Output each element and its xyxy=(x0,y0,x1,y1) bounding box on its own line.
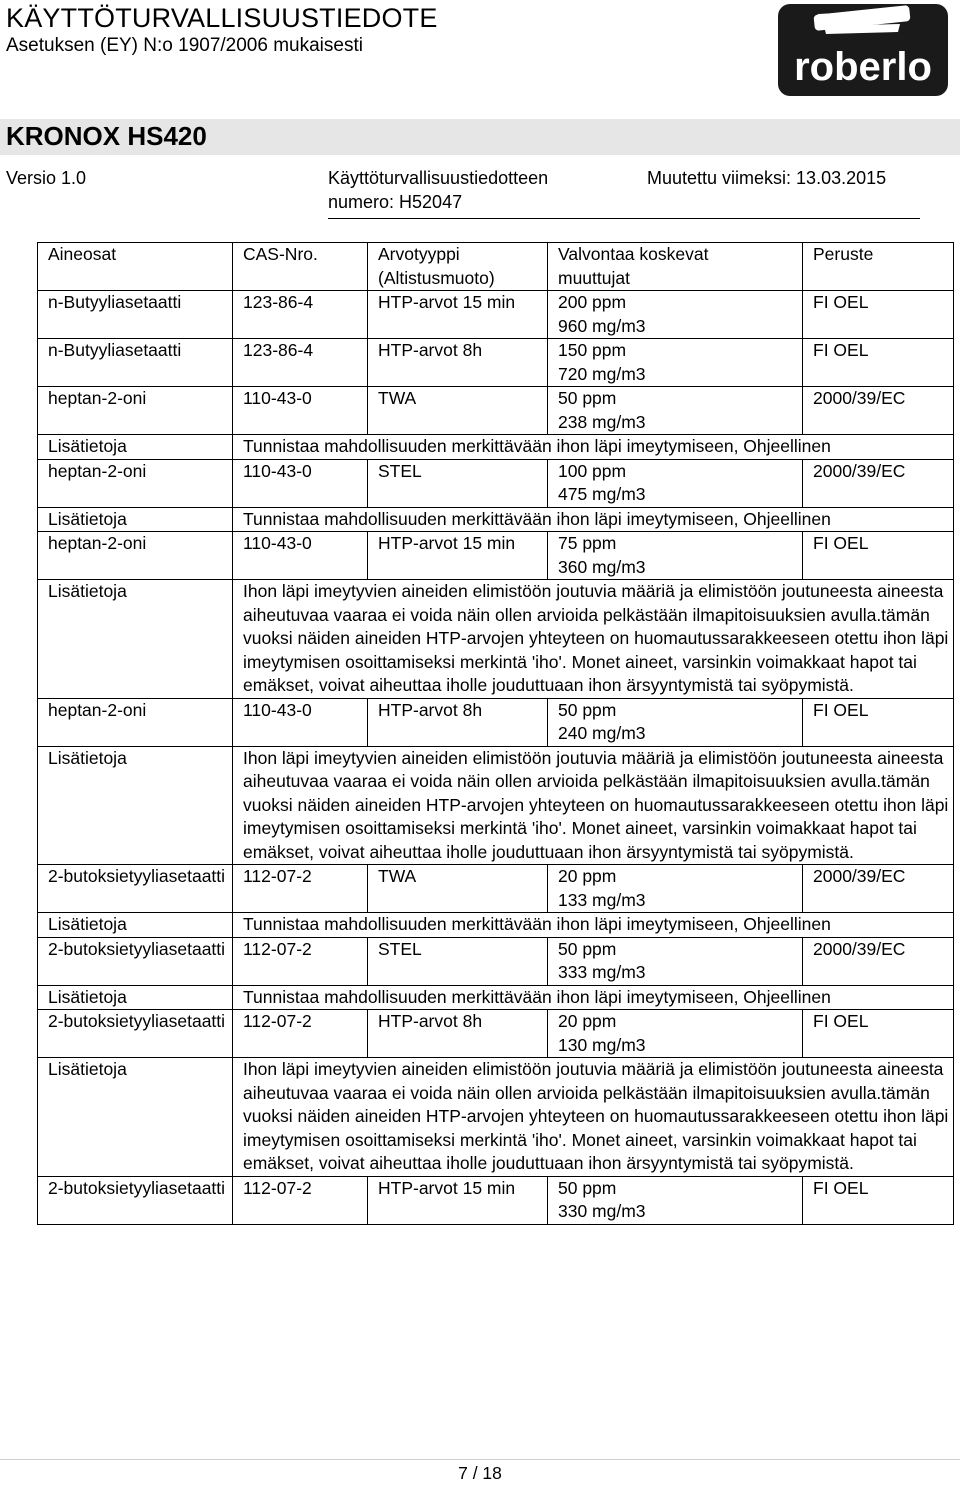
cell-basis: FI OEL xyxy=(803,291,954,339)
cell-cas: 112-07-2 xyxy=(233,1176,368,1224)
cell-basis: 2000/39/EC xyxy=(803,387,954,435)
value-ppm: 20 ppm xyxy=(558,866,617,886)
table-row xyxy=(38,459,954,507)
cell-type: HTP-arvot 15 min xyxy=(368,291,548,339)
cell-cas: 110-43-0 xyxy=(233,698,368,746)
cell-cas: 110-43-0 xyxy=(233,387,368,435)
table-header-row xyxy=(38,243,954,291)
value-ppm: 100 ppm xyxy=(558,460,627,481)
cell-params xyxy=(548,698,803,746)
doc-number-block xyxy=(328,166,548,214)
cell-params xyxy=(548,865,803,913)
cell-substance: heptan-2-oni xyxy=(38,698,233,746)
cell-cas: 112-07-2 xyxy=(233,937,368,985)
note-row xyxy=(38,746,954,865)
value-mg: 360 mg/m3 xyxy=(558,556,646,577)
cell-substance: 2-butoksietyyliasetaatti xyxy=(38,937,233,985)
note-label: Lisätietoja xyxy=(38,1058,233,1177)
note-text: Ihon läpi imeytyvien aineiden elimistöön joutuvia määriä ja elimistöön joutuneesta aineesta aiheutuvaa vaaraa ei voida näin ollen arvioida pelkästään ilmapitoisuuksien avulla.tämän vuoksi näiden aineiden HTP-arvojen yhteyteen on huomautussarakkeeseen otettu ihon läpi imeytymisen osoittamiseksi merkintä 'iho'. Monet aineet, varsinkin voimakkaat hapot tai emäkset, voivat aiheuttaa iholle jouduttuaan ihon ärsyyntymistä tai syöpymistä. xyxy=(233,580,954,699)
cell-cas: 123-86-4 xyxy=(233,339,368,387)
table-row xyxy=(38,291,954,339)
table-row xyxy=(38,387,954,435)
value-ppm: 50 ppm xyxy=(558,938,617,959)
cell-substance: 2-butoksietyyliasetaatti xyxy=(38,1176,233,1224)
value-ppm: 150 ppm xyxy=(558,340,627,360)
logo-wordmark: roberlo xyxy=(794,45,932,89)
cell-type: TWA xyxy=(368,387,548,435)
note-row xyxy=(38,1058,954,1177)
cell-type: HTP-arvot 8h xyxy=(368,698,548,746)
header-type-line1: Arvotyyppi xyxy=(378,244,460,264)
value-mg: 133 mg/m3 xyxy=(558,889,646,910)
note-row xyxy=(38,507,954,532)
cell-substance: n-Butyyliasetaatti xyxy=(38,339,233,387)
cell-cas: 123-86-4 xyxy=(233,291,368,339)
table-row xyxy=(38,698,954,746)
table-row xyxy=(38,532,954,580)
note-text: Tunnistaa mahdollisuuden merkittävään ihon läpi imeytymiseen, Ohjeellinen xyxy=(233,507,954,532)
cell-cas: 110-43-0 xyxy=(233,459,368,507)
note-row xyxy=(38,580,954,699)
value-ppm: 50 ppm xyxy=(558,699,617,720)
cell-type: HTP-arvot 15 min xyxy=(368,1176,548,1224)
note-row xyxy=(38,913,954,938)
note-label: Lisätietoja xyxy=(38,913,233,938)
cell-type: HTP-arvot 15 min xyxy=(368,532,548,580)
note-row xyxy=(38,435,954,460)
header-params xyxy=(548,243,803,291)
value-ppm: 75 ppm xyxy=(558,533,617,553)
cell-basis: FI OEL xyxy=(803,1010,954,1058)
cell-params xyxy=(548,387,803,435)
cell-params xyxy=(548,1176,803,1224)
cell-basis: FI OEL xyxy=(803,532,954,580)
table-row xyxy=(38,865,954,913)
note-text: Tunnistaa mahdollisuuden merkittävään ihon läpi imeytymiseen, Ohjeellinen xyxy=(233,435,954,460)
cell-type: HTP-arvot 8h xyxy=(368,1010,548,1058)
version: Versio 1.0 xyxy=(6,168,87,188)
cell-substance: heptan-2-oni xyxy=(38,387,233,435)
cell-params xyxy=(548,937,803,985)
value-mg: 240 mg/m3 xyxy=(558,723,646,743)
value-ppm: 200 ppm xyxy=(558,292,627,312)
footer-rule xyxy=(0,1459,960,1460)
doc-number-label: Käyttöturvallisuustiedotteen xyxy=(328,168,549,188)
cell-cas: 112-07-2 xyxy=(233,1010,368,1058)
cell-substance: 2-butoksietyyliasetaatti xyxy=(38,1010,233,1058)
note-text: Ihon läpi imeytyvien aineiden elimistöön joutuvia määriä ja elimistöön joutuneesta aineesta aiheutuvaa vaaraa ei voida näin ollen arvioida pelkästään ilmapitoisuuksien avulla.tämän vuoksi näiden aineiden HTP-arvojen yhteyteen on huomautussarakkeeseen otettu ihon läpi imeytymisen osoittamiseksi merkintä 'iho'. Monet aineet, varsinkin voimakkaat hapot tai emäkset, voivat aiheuttaa iholle jouduttuaan ihon ärsyyntymistä tai syöpymistä. xyxy=(233,1058,954,1177)
header-rule xyxy=(328,218,920,219)
value-mg: 333 mg/m3 xyxy=(558,962,646,982)
cell-params xyxy=(548,532,803,580)
value-mg: 475 mg/m3 xyxy=(558,484,646,504)
note-row xyxy=(38,985,954,1010)
note-text: Tunnistaa mahdollisuuden merkittävään ihon läpi imeytymiseen, Ohjeellinen xyxy=(233,913,954,938)
cell-params xyxy=(548,291,803,339)
header-basis: Peruste xyxy=(803,243,954,291)
doc-number: numero: H52047 xyxy=(328,192,463,212)
cell-params xyxy=(548,459,803,507)
document-title: KÄYTTÖTURVALLISUUSTIEDOTE xyxy=(6,3,438,33)
table-row xyxy=(38,937,954,985)
exposure-limits-table xyxy=(37,242,954,1225)
cell-substance: heptan-2-oni xyxy=(38,532,233,580)
value-mg: 720 mg/m3 xyxy=(558,363,646,384)
value-mg: 130 mg/m3 xyxy=(558,1034,646,1055)
cell-basis: 2000/39/EC xyxy=(803,865,954,913)
note-label: Lisätietoja xyxy=(38,507,233,532)
value-mg: 960 mg/m3 xyxy=(558,315,646,336)
page-number: 7 / 18 xyxy=(458,1463,502,1483)
cell-params xyxy=(548,1010,803,1058)
header-cas: CAS-Nro. xyxy=(233,243,368,291)
cell-type: STEL xyxy=(368,459,548,507)
roberlo-logo xyxy=(778,4,948,96)
product-name: KRONOX HS420 xyxy=(6,121,207,151)
cell-substance: heptan-2-oni xyxy=(38,459,233,507)
cell-cas: 110-43-0 xyxy=(233,532,368,580)
value-mg: 330 mg/m3 xyxy=(558,1201,646,1221)
note-label: Lisätietoja xyxy=(38,580,233,699)
cell-type: STEL xyxy=(368,937,548,985)
value-ppm: 50 ppm xyxy=(558,388,617,408)
value-mg: 238 mg/m3 xyxy=(558,411,646,432)
cell-cas: 112-07-2 xyxy=(233,865,368,913)
header-params-line2: muuttujat xyxy=(558,267,630,288)
table-row xyxy=(38,1176,954,1224)
cell-substance: n-Butyyliasetaatti xyxy=(38,291,233,339)
note-label: Lisätietoja xyxy=(38,746,233,865)
cell-basis: 2000/39/EC xyxy=(803,937,954,985)
document-subtitle: Asetuksen (EY) N:o 1907/2006 mukaisesti xyxy=(6,35,363,56)
table-row xyxy=(38,339,954,387)
cell-type: TWA xyxy=(368,865,548,913)
header-type xyxy=(368,243,548,291)
value-ppm: 50 ppm xyxy=(558,1177,617,1198)
header-type-line2: (Altistusmuoto) xyxy=(378,267,495,288)
table-row xyxy=(38,1010,954,1058)
cell-basis: FI OEL xyxy=(803,698,954,746)
cell-params xyxy=(548,339,803,387)
cell-basis: FI OEL xyxy=(803,339,954,387)
last-changed: Muutettu viimeksi: 13.03.2015 xyxy=(647,168,887,188)
cell-substance: 2-butoksietyyliasetaatti xyxy=(38,865,233,913)
note-label: Lisätietoja xyxy=(38,985,233,1010)
value-ppm: 20 ppm xyxy=(558,1011,617,1031)
header-params-line1: Valvontaa koskevat xyxy=(558,244,709,264)
note-text: Tunnistaa mahdollisuuden merkittävään ihon läpi imeytymiseen, Ohjeellinen xyxy=(233,985,954,1010)
cell-basis: 2000/39/EC xyxy=(803,459,954,507)
note-text: Ihon läpi imeytyvien aineiden elimistöön joutuvia määriä ja elimistöön joutuneesta aineesta aiheutuvaa vaaraa ei voida näin ollen arvioida pelkästään ilmapitoisuuksien avulla.tämän vuoksi näiden aineiden HTP-arvojen yhteyteen on huomautussarakkeeseen otettu ihon läpi imeytymisen osoittamiseksi merkintä 'iho'. Monet aineet, varsinkin voimakkaat hapot tai emäkset, voivat aiheuttaa iholle jouduttuaan ihon ärsyyntymistä tai syöpymistä. xyxy=(233,746,954,865)
header-substance: Aineosat xyxy=(38,243,233,291)
note-label: Lisätietoja xyxy=(38,435,233,460)
cell-type: HTP-arvot 8h xyxy=(368,339,548,387)
cell-basis: FI OEL xyxy=(803,1176,954,1224)
